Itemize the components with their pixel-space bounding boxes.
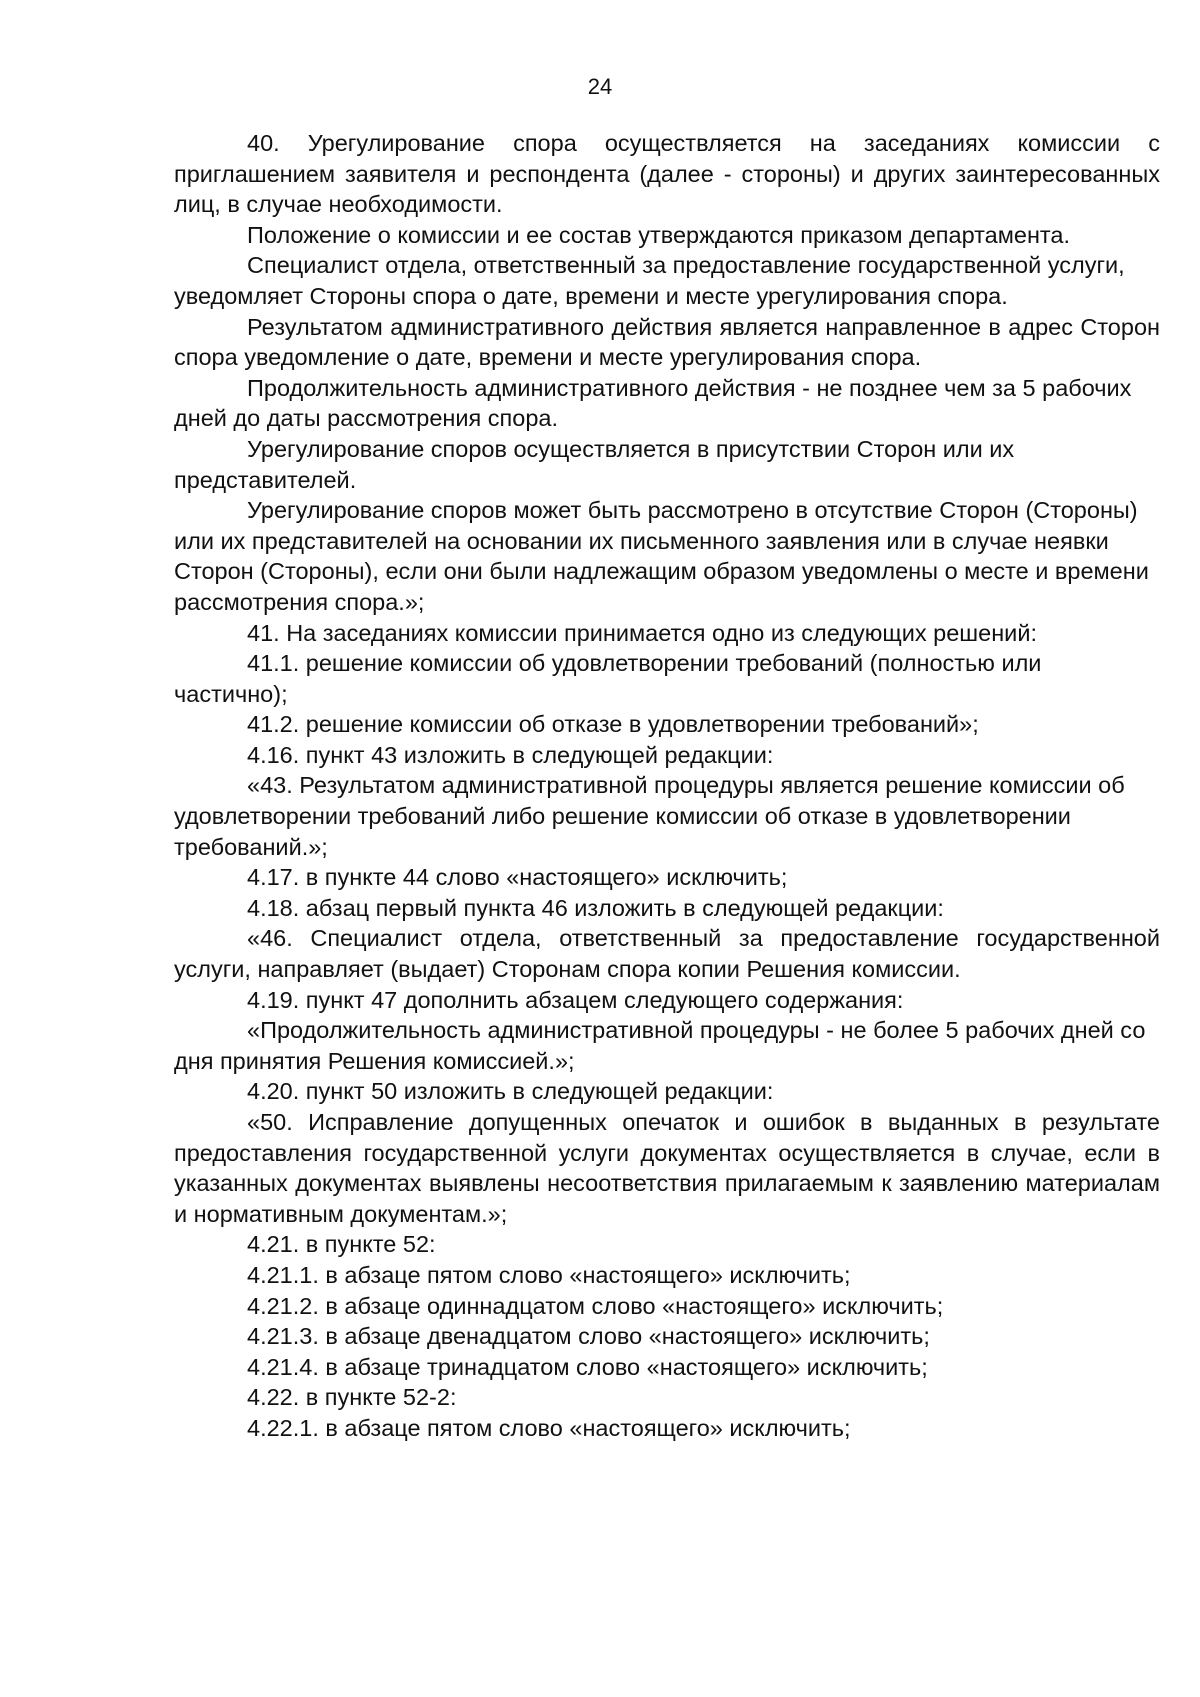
paragraph: Результатом административного действия является направленное в адрес Сторон спора уведомление о дате, времени и месте урегулирования спора.: [174, 313, 1160, 371]
paragraph: 41.2. решение комиссии об отказе в удовлетворении требований»;: [247, 711, 979, 738]
paragraph: 4.21.2. в абзаце одиннадцатом слово «настоящего» исключить;: [247, 1292, 944, 1319]
paragraph: Положение о комиссии и ее состав утверждаются приказом департамента.: [247, 221, 1071, 248]
paragraph: 4.21.3. в абзаце двенадцатом слово «настоящего» исключить;: [247, 1323, 930, 1350]
paragraph: 4.20. пункт 50 изложить в следующей редакции:: [247, 1078, 774, 1105]
paragraph: 4.21. в пункте 52:: [247, 1231, 436, 1258]
paragraph: Урегулирование споров осуществляется в присутствии Сторон или их представителей.: [174, 435, 1015, 493]
paragraph: 41.1. решение комиссии об удовлетворении требований (полностью или частично);: [174, 650, 1042, 707]
paragraph: 4.17. в пункте 44 слово «настоящего» исключить;: [247, 864, 788, 891]
paragraph: 4.18. абзац первый пункта 46 изложить в следующей редакции:: [247, 894, 944, 921]
paragraph: 41. На заседаниях комиссии принимается одно из следующих решений:: [247, 619, 1037, 646]
paragraph: 4.16. пункт 43 изложить в следующей редакции:: [247, 741, 774, 768]
paragraph: 4.21.4. в абзаце тринадцатом слово «настоящего» исключить;: [247, 1353, 928, 1380]
paragraph: Урегулирование споров может быть рассмотрено в отсутствие Сторон (Стороны) или их представителей на основании их письменного заявления или в случае неявки Сторон (Стороны), если они были надлежащим образом уведомлены о месте и времени рассмотрения спора.»;: [174, 497, 1149, 615]
paragraph: «46. Специалист отдела, ответственный за предоставление государственной услуги, направляет (выдает) Сторонам спора копии Решения комиссии.: [174, 925, 1160, 983]
document-body: [174, 128, 1160, 1444]
paragraph: Специалист отдела, ответственный за предоставление государственной услуги, уведомляет Стороны спора о дате, времени и месте урегулирования спора.: [174, 252, 1125, 309]
paragraph: «Продолжительность административной процедуры - не более 5 рабочих дней со дня принятия Решения комиссией.»;: [174, 1017, 1146, 1074]
paragraph: «43. Результатом административной процедуры является решение комиссии об удовлетворении требований либо решение комиссии об отказе в удовлетворении требований.»;: [174, 772, 1125, 860]
paragraph: 4.22. в пункте 52-2:: [247, 1384, 457, 1411]
paragraph: 4.19. пункт 47 дополнить абзацем следующего содержания:: [247, 986, 904, 1013]
paragraph: «50. Исправление допущенных опечаток и ошибок в выданных в результате предоставления государственной услуги документах осуществляется в случае, если в указанных документах выявлены несоответствия прилагаемым к заявлению материалам и нормативным документам.»;: [174, 1109, 1160, 1227]
paragraph: 4.22.1. в абзаце пятом слово «настоящего» исключить;: [247, 1414, 851, 1441]
paragraph: Продолжительность административного действия - не позднее чем за 5 рабочих дней до даты рассмотрения спора.: [174, 374, 1132, 432]
paragraph: 4.21.1. в абзаце пятом слово «настоящего» исключить;: [247, 1261, 851, 1288]
paragraph: 40. Урегулирование спора осуществляется на заседаниях комиссии с приглашением заявителя и респондента (далее - стороны) и других заинтересованных лиц, в случае необходимости.: [174, 130, 1160, 218]
page-number: 24: [587, 74, 613, 99]
